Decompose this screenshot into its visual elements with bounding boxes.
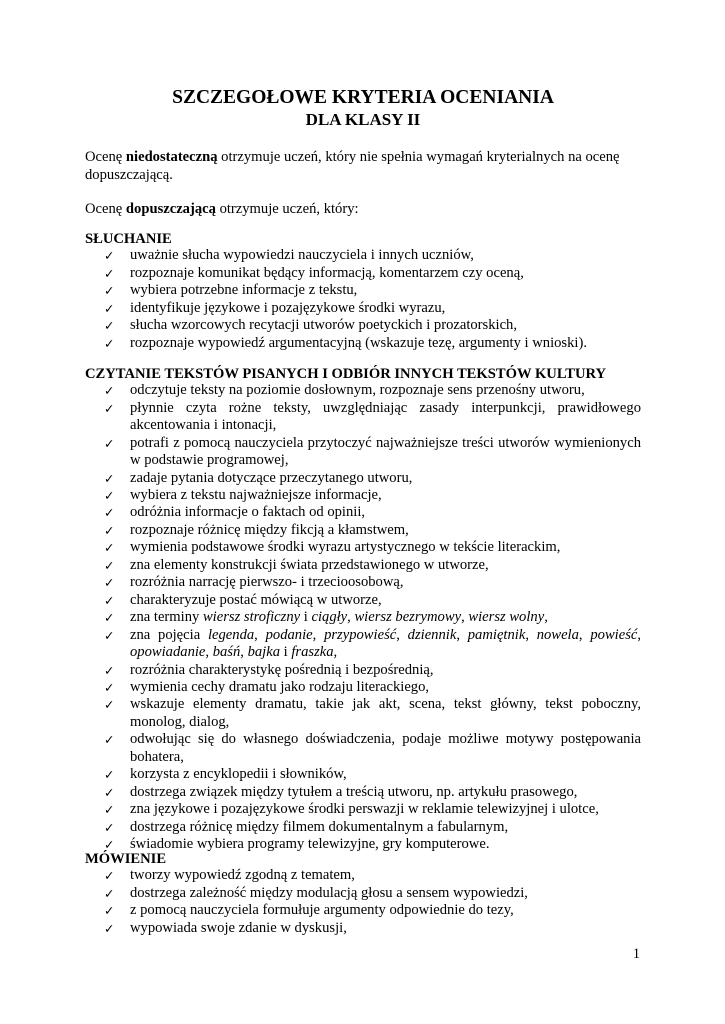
literary-term: wiersz wolny <box>468 609 545 626</box>
criterion-item <box>85 819 641 836</box>
checkmark-icon <box>104 557 114 574</box>
criterion-text: wypowiada swoje zdanie w dyskusji, <box>130 919 347 936</box>
criterion-text: , <box>396 626 408 643</box>
literary-term: baśń <box>212 644 241 661</box>
criterion-text: , <box>461 609 469 626</box>
literary-term: opowiadanie <box>130 644 206 661</box>
section-reading <box>85 366 641 853</box>
checkmark-icon <box>104 470 114 487</box>
criterion-item <box>85 504 641 521</box>
criterion-text: zna językowe i pozajęzykowe środki perswazji w reklamie telewizyjnej i ulotce, <box>130 801 599 818</box>
document-header <box>85 87 641 219</box>
literary-term: legenda <box>207 626 255 643</box>
criterion-text: wybiera potrzebne informacje z tekstu, <box>130 282 358 299</box>
criteria-list <box>85 247 641 352</box>
criteria-list <box>85 867 641 937</box>
criterion-item <box>85 382 641 399</box>
criterion-text: odróżnia informacje o faktach od opinii, <box>130 504 366 521</box>
criterion-text: płynnie czyta rożne teksty, uwzględniając zasady interpunkcji, prawidłowego akcentowania i intonacji, <box>130 399 641 434</box>
checkmark-icon <box>104 300 114 317</box>
criterion-text: , <box>544 609 548 626</box>
text-run: Ocenę <box>85 201 126 218</box>
text-run: otrzymuje uczeń, który: <box>215 201 359 218</box>
checkmark-icon <box>104 574 114 591</box>
checkmark-icon <box>104 662 114 679</box>
criterion-item <box>85 902 641 919</box>
criterion-text: rozróżnia charakterystykę pośrednią i bezpośrednią, <box>130 661 434 678</box>
criterion-text: uważnie słucha wypowiedzi nauczyciela i innych uczniów, <box>130 247 474 264</box>
criterion-text: zna terminy <box>130 609 203 626</box>
checkmark-icon <box>104 435 114 452</box>
criterion-item <box>85 335 641 352</box>
checkmark-icon <box>104 902 114 919</box>
criterion-item <box>85 784 641 801</box>
literary-term: wiersz bezrymowy <box>354 609 462 626</box>
criterion-item <box>85 920 641 937</box>
literary-term: bajka <box>247 644 281 661</box>
criterion-item <box>85 539 641 556</box>
criterion-item <box>85 867 641 884</box>
checkmark-icon <box>104 627 114 644</box>
criterion-item <box>85 766 641 783</box>
section-heading: CZYTANIE TEKSTÓW PISANYCH I ODBIÓR INNYCH TEKSTÓW KULTURY <box>85 366 607 383</box>
criterion-item <box>85 627 641 662</box>
checkmark-icon <box>104 335 114 352</box>
criterion-text: , <box>254 626 266 643</box>
criterion-item <box>85 522 641 539</box>
criterion-text: , <box>333 644 338 661</box>
criterion-text: rozróżnia narrację pierwszo- i trzecioosobową, <box>130 574 404 591</box>
criterion-item <box>85 282 641 299</box>
criterion-item <box>85 609 641 626</box>
criterion-item <box>85 435 641 470</box>
checkmark-icon <box>104 539 114 556</box>
text-run: otrzymuje uczeń, który nie spełnia wymagań kryterialnych na ocenę dopuszczającą. <box>85 149 620 183</box>
checkmark-icon <box>104 247 114 264</box>
criteria-list <box>85 382 641 853</box>
criterion-text: , <box>525 626 537 643</box>
criterion-text: odwołując się do własnego doświadczenia, podaje możliwe motywy postępowania bohatera, <box>130 731 641 765</box>
criterion-item <box>85 400 641 435</box>
criterion-text: słucha wzorcowych recytacji utworów poetyckich i prozatorskich, <box>130 317 517 334</box>
section-speaking <box>85 851 641 937</box>
section-listening <box>85 231 641 352</box>
criterion-text: rozpoznaje komunikat będący informacją, komentarzem czy oceną, <box>130 264 524 281</box>
document-subtitle: DLA KLASY II <box>305 110 421 129</box>
criterion-text: z pomocą nauczyciela formułuje argumenty odpowiednie do tezy, <box>130 902 514 919</box>
criterion-item <box>85 574 641 591</box>
checkmark-icon <box>104 317 114 334</box>
grade-sufficient-paragraph <box>85 201 641 218</box>
criterion-text: identyfikuje językowe i pozajęzykowe środki wyrazu, <box>130 299 446 316</box>
checkmark-icon <box>104 696 114 713</box>
criterion-text: zadaje pytania dotyczące przeczytanego utworu, <box>130 469 413 486</box>
criterion-text: , <box>578 626 591 643</box>
checkmark-icon <box>104 487 114 504</box>
criterion-item <box>85 696 641 731</box>
criterion-text: dostrzega różnicę między filmem dokumentalnym a fabularnym, <box>130 818 509 835</box>
page-number: 1 <box>632 946 640 963</box>
literary-term: pamiętnik <box>467 626 526 643</box>
checkmark-icon <box>104 609 114 626</box>
criterion-item <box>85 247 641 264</box>
criterion-text: wymienia cechy dramatu jako rodzaju literackiego, <box>130 678 430 695</box>
criterion-item <box>85 662 641 679</box>
criterion-text: rozpoznaje różnicę między fikcją a kłamstwem, <box>130 521 409 538</box>
criterion-item <box>85 801 641 818</box>
checkmark-icon <box>104 382 114 399</box>
grade-name: dopuszczającą <box>125 201 216 218</box>
checkmark-icon <box>104 400 114 417</box>
grade-name: niedostateczną <box>125 149 218 166</box>
criterion-item <box>85 885 641 902</box>
checkmark-icon <box>104 867 114 884</box>
grade-insufficient-paragraph <box>85 149 641 184</box>
checkmark-icon <box>104 920 114 937</box>
criterion-text: , <box>347 609 355 626</box>
literary-term: powieść <box>590 626 638 643</box>
literary-term: fraszka <box>291 644 334 661</box>
criterion-item <box>85 679 641 696</box>
criterion-item <box>85 592 641 609</box>
checkmark-icon <box>104 265 114 282</box>
literary-term: podanie <box>265 626 313 643</box>
criterion-item <box>85 557 641 574</box>
section-heading: SŁUCHANIE <box>85 231 172 248</box>
literary-term: przypowieść <box>324 626 397 643</box>
criterion-item <box>85 317 641 334</box>
criterion-text: wybiera z tekstu najważniejsze informacje, <box>130 486 382 503</box>
checkmark-icon <box>104 504 114 521</box>
criterion-text: dostrzega związek między tytułem a treścią utworu, np. artykułu prasowego, <box>130 783 578 800</box>
text-run: Ocenę <box>85 149 126 166</box>
criterion-text: potrafi z pomocą nauczyciela przytoczyć najważniejsze treści utworów wymienionych w podstawie programowej, <box>130 434 641 469</box>
checkmark-icon <box>104 731 114 748</box>
criterion-text: , <box>205 644 213 661</box>
criterion-text: , <box>637 626 642 643</box>
criterion-text: , <box>312 626 325 643</box>
document-title: SZCZEGOŁOWE KRYTERIA OCENIANIA <box>172 87 554 108</box>
criterion-text: zna elementy konstrukcji świata przedstawionego w utworze, <box>130 556 489 573</box>
criterion-text: dostrzega zależność między modulacją głosu a sensem wypowiedzi, <box>130 884 528 901</box>
checkmark-icon <box>104 885 114 902</box>
criterion-text: zna pojęcia <box>130 626 208 643</box>
checkmark-icon <box>104 819 114 836</box>
criterion-item <box>85 265 641 282</box>
criterion-text: , <box>456 626 468 643</box>
checkmark-icon <box>104 801 114 818</box>
criterion-item <box>85 731 641 766</box>
section-heading: MÓWIENIE <box>85 851 167 868</box>
literary-term: wiersz stroficzny <box>202 609 301 626</box>
criterion-text: świadomie wybiera programy telewizyjne, gry komputerowe. <box>130 836 490 853</box>
criterion-text: wymienia podstawowe środki wyrazu artystycznego w tekście literackim, <box>130 539 561 556</box>
literary-term: ciągły <box>311 609 348 626</box>
checkmark-icon <box>104 522 114 539</box>
criterion-text: wskazuje elementy dramatu, takie jak akt, scena, tekst główny, tekst poboczny, monolog, dialog, <box>130 696 641 730</box>
checkmark-icon <box>104 282 114 299</box>
checkmark-icon <box>104 766 114 783</box>
criterion-text: odczytuje teksty na poziomie dosłownym, rozpoznaje sens przenośny utworu, <box>130 382 585 399</box>
literary-term: dziennik <box>407 626 457 643</box>
checkmark-icon <box>104 592 114 609</box>
criterion-item <box>85 470 641 487</box>
criterion-text: korzysta z encyklopedii i słowników, <box>130 766 347 783</box>
criterion-item <box>85 300 641 317</box>
literary-term: nowela <box>536 626 579 643</box>
criterion-text: charakteryzuje postać mówiącą w utworze, <box>130 591 382 608</box>
criterion-text: i <box>300 609 312 626</box>
criterion-text: rozpoznaje wypowiedź argumentacyjną (wskazuje tezę, argumenty i wnioski). <box>130 334 587 351</box>
criterion-text: i <box>280 644 292 661</box>
checkmark-icon <box>104 784 114 801</box>
criterion-text: tworzy wypowiedź zgodną z tematem, <box>130 867 355 884</box>
criterion-item <box>85 487 641 504</box>
criterion-text: , <box>240 644 248 661</box>
checkmark-icon <box>104 679 114 696</box>
